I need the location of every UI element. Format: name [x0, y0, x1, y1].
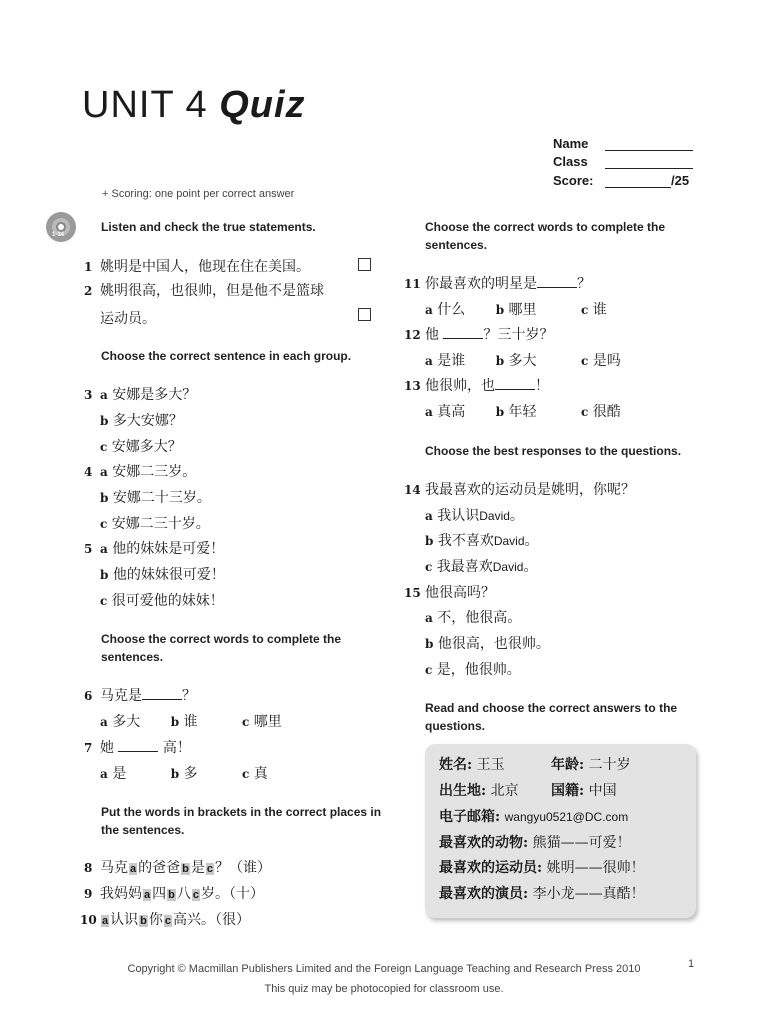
page-title — [82, 84, 306, 127]
cd-track: 1-34 — [52, 232, 65, 238]
cd-icon — [46, 212, 76, 242]
option-5c: c 很可爱他的妹妹！ — [100, 593, 224, 609]
question-11: 11 你最喜欢的明星是 ？ — [404, 276, 591, 292]
answer-blank[interactable] — [443, 326, 483, 339]
question-15: 15 他很高吗？ — [404, 585, 495, 601]
option-15a: a 不，他很高。 — [425, 610, 522, 626]
answer-blank[interactable] — [118, 739, 158, 752]
options-7: a 是 b 多 c 真 — [100, 766, 268, 782]
question-6: 6 马克是 ？ — [84, 688, 196, 704]
section-heading: Choose the correct words to complete the sentences. — [425, 220, 666, 252]
section-heading: Choose the correct words to complete the sentences. — [101, 632, 342, 664]
scoring-note: + Scoring: one point per correct answer — [102, 188, 295, 200]
class-field[interactable] — [605, 168, 693, 169]
photocopy-notice: This quiz may be photocopied for classroom use. — [264, 983, 504, 995]
profile-nationality: 国籍: 中国 — [551, 783, 617, 799]
section-heading: Read and choose the correct answers to the questions. — [425, 701, 678, 733]
profile-age: 年龄: 二十岁 — [551, 757, 631, 773]
section-heading: Put the words in brackets in the correct places in the sentences. — [101, 805, 382, 837]
profile-card — [425, 744, 696, 918]
option-14a: a 我认识David。 — [425, 508, 524, 524]
section-heading: Listen and check the true statements. — [101, 220, 316, 234]
question-13: 13 他很帅，也 ！ — [404, 378, 549, 394]
section-heading: Choose the best responses to the questions. — [425, 444, 682, 458]
options-13: a 真高 b 年轻 c 很酷 — [425, 404, 621, 420]
title-unit: UNIT 4 — [82, 84, 208, 126]
page-number: 1 — [688, 958, 695, 970]
profile-animal: 最喜欢的动物: 熊猫——可爱！ — [439, 835, 631, 851]
score-field[interactable] — [605, 187, 671, 188]
profile-actor: 最喜欢的演员: 李小龙——真酷！ — [439, 886, 645, 902]
options-12: a 是谁 b 多大 c 是吗 — [425, 353, 621, 369]
section-heading: Choose the correct sentence in each group. — [101, 349, 352, 363]
answer-blank[interactable] — [142, 687, 182, 700]
answer-blank[interactable] — [537, 275, 577, 288]
option-15c: c 是，他很帅。 — [425, 662, 521, 678]
name-field[interactable] — [605, 150, 693, 151]
answer-blank[interactable] — [495, 377, 535, 390]
copyright-notice: Copyright © Macmillan Publishers Limited and the Foreign Language Teaching and Research Press 2010 — [127, 963, 641, 975]
name-label: Name — [553, 136, 589, 151]
question-2-cont: 运动员。 — [100, 311, 156, 327]
option-15b: b 他很高，也很帅。 — [425, 636, 550, 652]
question-2: 2 姚明很高，也很帅，但是他不是篮球 — [84, 283, 324, 299]
title-quiz: Quiz — [219, 84, 306, 126]
question-14: 14 我最喜欢的运动员是姚明，你呢？ — [404, 482, 635, 498]
question-1: 1 姚明是中国人，他现在住在美国。 — [84, 259, 310, 275]
profile-birthplace: 出生地: 北京 — [439, 783, 519, 799]
option-4b: b 安娜二十三岁。 — [100, 490, 211, 506]
student-info — [553, 136, 703, 196]
option-5b: b 他的妹妹很可爱！ — [100, 567, 225, 583]
profile-athlete: 最喜欢的运动员: 姚明——很帅！ — [439, 860, 645, 876]
option-4c: c 安娜二三十岁。 — [100, 516, 210, 532]
question-7: 7 她 高！ — [84, 740, 191, 756]
question-3: 3 a 安娜是多大？ — [84, 387, 197, 403]
options-11: a 什么 b 哪里 c 谁 — [425, 302, 607, 318]
checkbox-q2[interactable] — [358, 308, 371, 321]
option-3b: b 多大安娜？ — [100, 413, 183, 429]
option-14b: b 我不喜欢David。 — [425, 533, 539, 549]
profile-name: 姓名: 王玉 — [439, 757, 505, 773]
option-3c: c 安娜多大？ — [100, 439, 182, 455]
question-5: 5 a 他的妹妹是可爱！ — [84, 541, 225, 557]
question-8: 8 马克 a 的爸爸 b 是 c ？（谁） — [84, 860, 271, 876]
option-14c: c 我最喜欢David。 — [425, 559, 538, 575]
class-label: Class — [553, 154, 588, 169]
checkbox-q1[interactable] — [358, 258, 371, 271]
score-label: Score: — [553, 173, 594, 188]
question-12: 12 他 ？三十岁？ — [404, 327, 554, 343]
question-9: 9 我妈妈 a 四 b 八 c 岁。（十） — [84, 886, 264, 902]
question-10: 10 a 认识 b 你 c 高兴。（很） — [80, 912, 250, 928]
score-total: /25 — [671, 173, 690, 188]
profile-email: 电子邮箱: wangyu0521@DC.com — [439, 809, 629, 825]
options-6: a 多大 b 谁 c 哪里 — [100, 714, 282, 730]
question-4: 4 a 安娜二三岁。 — [84, 464, 197, 480]
